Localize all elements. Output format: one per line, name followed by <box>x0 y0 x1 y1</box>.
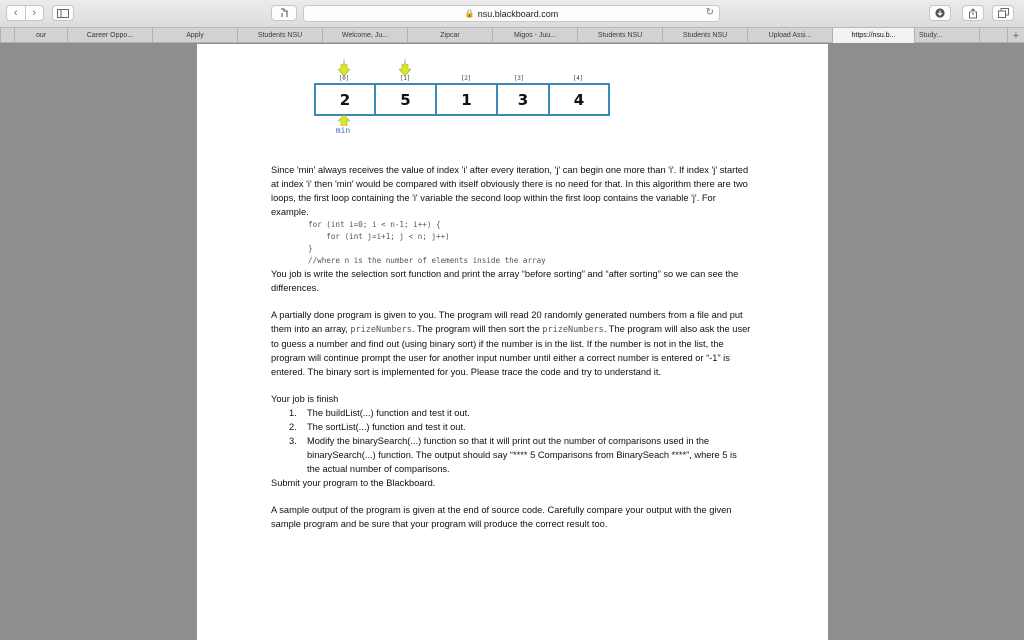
tab-welcome[interactable] <box>322 28 407 43</box>
paragraph <box>271 308 751 379</box>
browser-toolbar <box>0 0 1024 27</box>
url-text: nsu.blackboard.com <box>477 8 559 19</box>
index-label: [3] <box>513 75 525 82</box>
paragraph: Since 'min' always receives the value of index 'i' after every iteration, 'j' can begin one more than 'i'. If index 'j' started at index 'i' then 'min' would be compared with itself obviously there is no need for that. In this algorithm there are two loops, the first loop containing the 'i' variable the second loop within the first loop contains the variable 'j'. For example. <box>271 165 749 217</box>
tab-label: Upload Assi... <box>768 32 812 39</box>
paragraph: You job is write the selection sort function and print the array “before sorting” and “after sorting” so we can see the differences. <box>271 269 739 293</box>
tab-students-nsu-3[interactable] <box>662 28 747 43</box>
tab-students-nsu-2[interactable] <box>577 28 662 43</box>
tab-nsu-blackboard[interactable] <box>832 28 914 43</box>
index-label: [4] <box>572 75 584 82</box>
document-body <box>271 163 751 531</box>
extension-icon[interactable] <box>271 5 297 21</box>
tab-career[interactable] <box>67 28 152 43</box>
back-icon[interactable]: ‹ <box>7 6 26 20</box>
share-icon[interactable] <box>962 5 984 21</box>
tab-zipcar[interactable] <box>407 28 492 43</box>
text-run: . The program will also ask the user to guess a number and find out (using binary sort) if the number is in the list. If the number is not in the list, the program will continue prompt the user for another input number until either a correct number is entered or “-1” is entered. The binary sort is implemented for you. Please trace the code and try to understand it. <box>271 324 751 377</box>
array-cell: 5 <box>376 85 437 114</box>
code-inline: prizeNumbers <box>542 325 604 335</box>
tab-label: Apply <box>186 32 204 39</box>
tab-label: Students NSU <box>682 32 728 39</box>
index-label: [1] <box>399 75 411 82</box>
tab-label: Students NSU <box>257 32 303 39</box>
tab-blank[interactable] <box>979 28 993 43</box>
text-run: A partially done program is given to you. The program will read 20 randomly generated numbers from a file and put them into an array, <box>271 310 743 334</box>
tab-label: Career Oppo... <box>86 32 134 39</box>
tab-study[interactable] <box>914 28 979 43</box>
code-inline: prizeNumbers <box>350 325 412 335</box>
tab-migos[interactable] <box>492 28 577 43</box>
min-label: min <box>335 126 351 135</box>
list-item <box>289 420 751 434</box>
tab-pinned[interactable] <box>0 28 14 43</box>
task-list <box>271 406 751 476</box>
list-text: The buildList(...) function and test it out. <box>307 408 470 418</box>
forward-icon[interactable]: › <box>32 7 37 19</box>
paragraph: Submit your program to the Blackboard. <box>271 478 436 488</box>
code-line: for (int i=0; i < n-1; i++) { <box>308 220 441 229</box>
tab-label: Welcome, Ju... <box>341 32 389 39</box>
paragraph: A sample output of the program is given at the end of source code. Carefully compare your output with the given sample program and be sure that your program will produce the correct result too. <box>271 505 732 529</box>
tab-apply[interactable] <box>152 28 237 43</box>
new-tab-icon[interactable]: + <box>1007 28 1024 43</box>
tab-bar <box>0 27 1024 43</box>
code-line: } <box>308 244 313 253</box>
array-cell: 4 <box>573 90 585 109</box>
array-cell: 3 <box>498 85 550 114</box>
tab-upload[interactable] <box>747 28 832 43</box>
array-diagram <box>314 83 610 116</box>
sidebar-icon[interactable] <box>52 5 74 21</box>
tab-students-nsu-1[interactable] <box>237 28 322 43</box>
tab-label: https://nsu.b... <box>851 32 896 39</box>
tab-label: Students NSU <box>597 32 643 39</box>
list-number: 1. <box>289 408 297 418</box>
tab-label: Study... <box>919 32 943 39</box>
index-label: [0] <box>338 75 350 82</box>
tab-label: Zipcar <box>440 32 460 39</box>
download-icon[interactable] <box>929 5 951 21</box>
code-line: for (int j=i+1; j < n; j++) <box>308 232 450 241</box>
tab-label: our <box>35 32 47 39</box>
address-bar[interactable] <box>303 5 720 22</box>
list-item <box>289 434 751 476</box>
paragraph: Your job is finish <box>271 394 339 404</box>
list-text: The sortList(...) function and test it out. <box>307 422 466 432</box>
tab-label: Migos - Juu... <box>513 32 556 39</box>
pointer-i-label: i <box>343 58 345 67</box>
array-cell: 1 <box>437 85 498 114</box>
list-number: 2. <box>289 422 297 432</box>
tab-our[interactable] <box>14 28 67 43</box>
list-text: Modify the binarySearch(...) function so that it will print out the number of comparisons used in the binarySearch(...) function. The output should say “**** 5 Comparisons from BinarySeach ****”, where 5 is the actual number of comparisons. <box>307 436 737 474</box>
code-line: //where n is the number of elements inside the array <box>308 256 546 265</box>
tabs-overview-icon[interactable] <box>992 5 1014 21</box>
lock-icon: 🔒 <box>464 9 475 18</box>
array-cell: 2 <box>316 85 376 114</box>
up-arrow-icon <box>338 115 350 126</box>
nav-buttons <box>6 5 44 21</box>
text-run: . The program will then sort the <box>411 324 543 334</box>
list-number: 3. <box>289 436 297 446</box>
index-label: [2] <box>460 75 472 82</box>
list-item <box>289 406 751 420</box>
reload-icon[interactable]: ↻ <box>705 7 714 18</box>
pointer-j-label: j <box>404 58 406 67</box>
